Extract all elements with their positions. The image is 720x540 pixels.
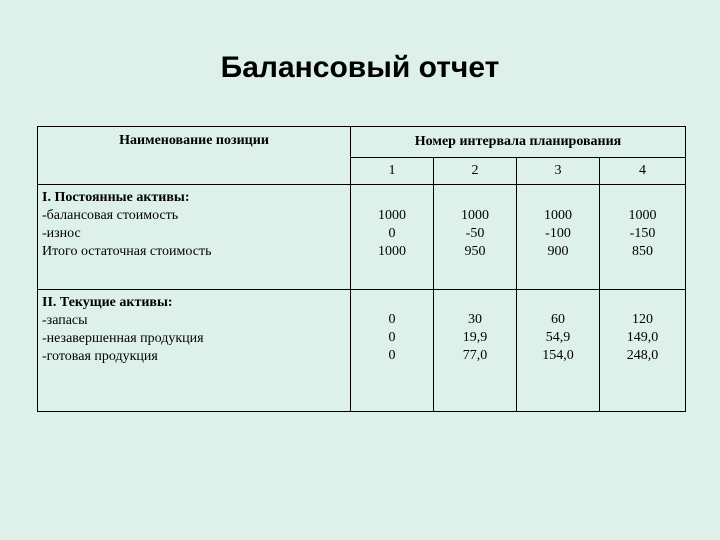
value-cell: -100 <box>545 226 571 241</box>
section-title: I. Постоянные активы: <box>42 190 190 205</box>
value-cell: 1000 <box>461 208 489 223</box>
table-header-row <box>38 127 686 158</box>
values-period-1 <box>351 185 434 290</box>
values-period-1 <box>351 290 434 412</box>
values-period-4 <box>600 290 686 412</box>
value-cell: 0 <box>388 312 396 327</box>
item-label: Итого остаточная стоимость <box>42 244 212 259</box>
item-label: -запасы <box>42 313 88 328</box>
item-label: -износ <box>42 226 81 241</box>
value-cell: 54,9 <box>545 330 571 345</box>
value-cell: 1000 <box>378 244 406 259</box>
header-period-3: 3 <box>517 158 600 185</box>
header-position-name: Наименование позиции <box>38 127 351 185</box>
value-cell: 0 <box>388 330 396 345</box>
slide-title: Балансовый отчет <box>220 51 500 84</box>
balance-table <box>37 126 686 412</box>
value-cell: 900 <box>547 244 569 259</box>
value-cell: 19,9 <box>462 330 488 345</box>
section-title: II. Текущие активы: <box>42 295 173 310</box>
value-cell: 950 <box>464 244 486 259</box>
header-period-4: 4 <box>600 158 686 185</box>
table-row-current-assets <box>38 290 686 412</box>
table-row-fixed-assets <box>38 185 686 290</box>
value-cell: 77,0 <box>462 348 488 363</box>
header-period-1: 1 <box>351 158 434 185</box>
value-cell: 120 <box>632 312 654 327</box>
values-period-3 <box>517 185 600 290</box>
values-period-2 <box>434 185 517 290</box>
value-cell: 850 <box>632 244 654 259</box>
value-cell: 1000 <box>628 208 657 223</box>
item-label: -готовая продукция <box>42 349 158 364</box>
values-period-3 <box>517 290 600 412</box>
value-cell: 0 <box>388 348 396 363</box>
value-cell: 30 <box>468 312 482 327</box>
header-planning-interval: Номер интервала планирования <box>351 127 686 158</box>
header-period-2: 2 <box>434 158 517 185</box>
value-cell: 1000 <box>378 208 406 223</box>
value-cell: 154,0 <box>542 348 574 363</box>
section-fixed-assets <box>38 185 351 290</box>
value-cell: 60 <box>551 312 565 327</box>
item-label: -незавершенная продукция <box>42 331 204 346</box>
value-cell: -150 <box>629 226 656 241</box>
values-period-4 <box>600 185 686 290</box>
section-current-assets <box>38 290 351 412</box>
value-cell: 248,0 <box>626 348 659 363</box>
value-cell: 1000 <box>544 208 572 223</box>
value-cell: -50 <box>465 226 485 241</box>
item-label: -балансовая стоимость <box>42 208 179 223</box>
value-cell: 0 <box>388 226 396 241</box>
value-cell: 149,0 <box>626 330 659 345</box>
values-period-2 <box>434 290 517 412</box>
